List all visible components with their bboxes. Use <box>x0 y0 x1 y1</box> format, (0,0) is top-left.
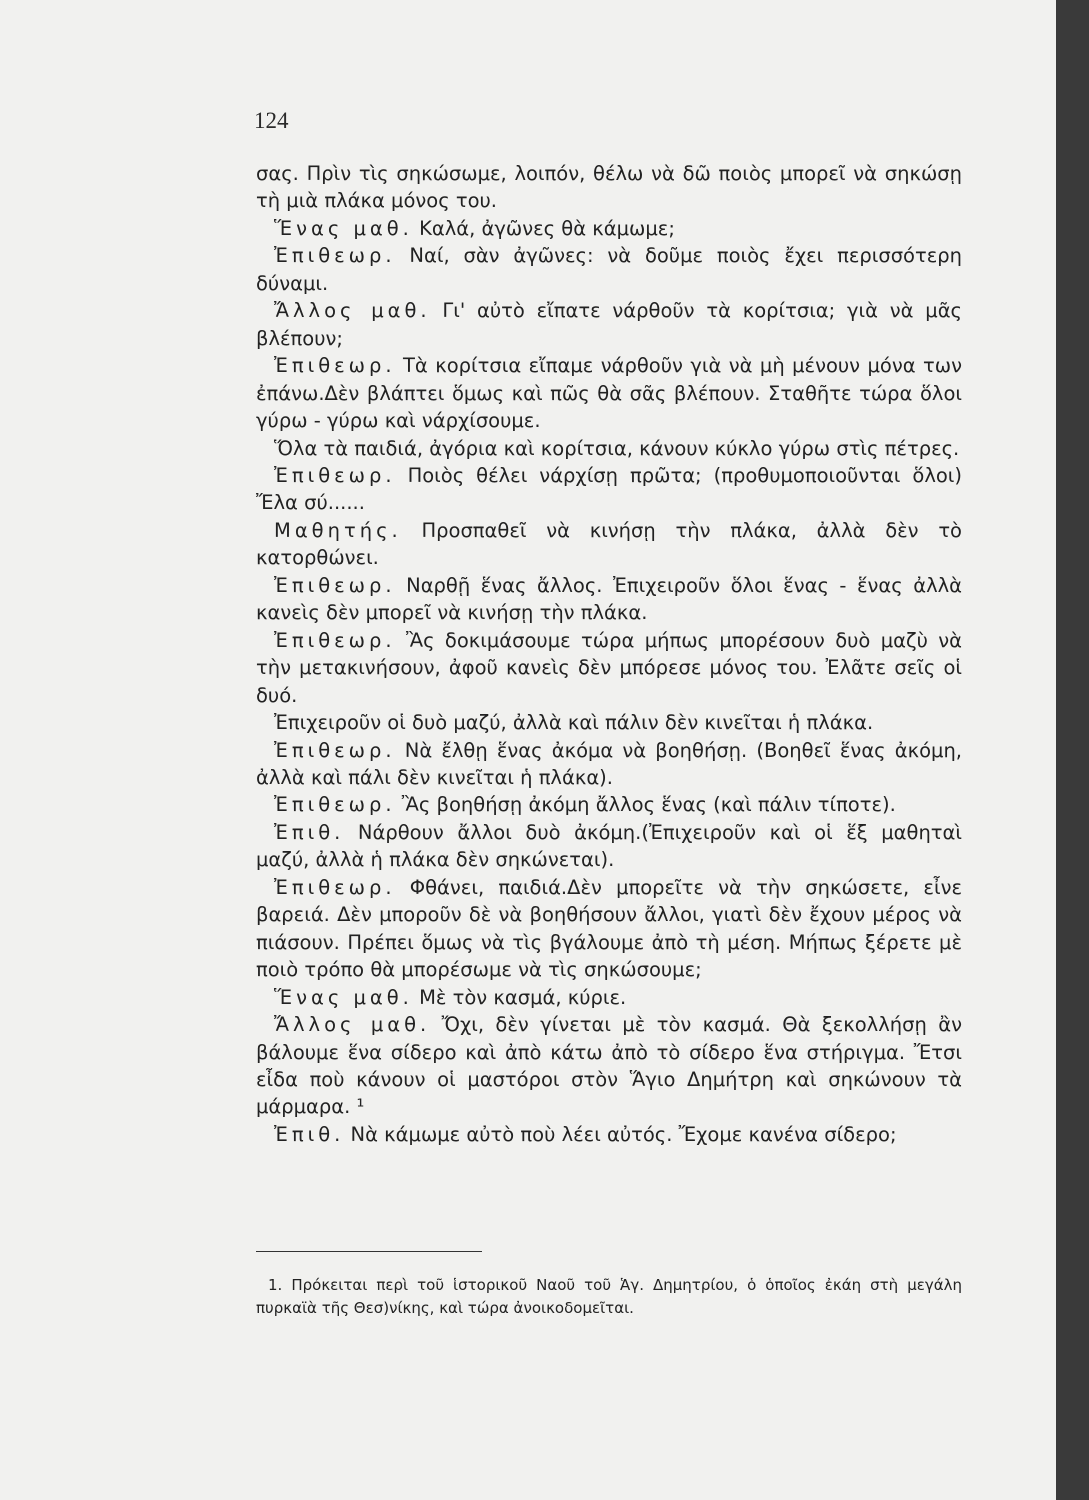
paragraph-text: σας. Πρὶν τὶς σηκώσωμε, λοιπόν, θέλω νὰ δῶ ποιὸς μπορεῖ νὰ σηκώσῃ τὴ μιὰ πλάκα μόνος του. <box>256 162 962 213</box>
page-number: 124 <box>254 108 289 133</box>
paragraph-text: Τὰ κορίτσια εἴπαμε νάρθοῦν γιὰ νὰ μὴ μένουν μόνα των ἐπάνω.Δὲν βλάπτει ὅμως καὶ πῶς θὰ σᾶς βλέπουν. Σταθῆτε τώρα ὅλοι γύρω - γύρω καὶ νάρχίσουμε. <box>256 354 962 433</box>
speaker-label: Ἐπιθεωρ. <box>274 793 396 817</box>
paragraph-text: Νὰ ἔλθῃ ἕνας ἀκόμα νὰ βοηθήσῃ. (Βοηθεῖ ἕνας ἀκόμη, ἀλλὰ καὶ πάλι δὲν κινεῖται ἡ πλάκα). <box>256 738 963 789</box>
paragraph <box>256 462 962 517</box>
paragraph-text: Ἂς βοηθήσῃ ἀκόμη ἄλλος ἕνας (καὶ πάλιν τίποτε). <box>401 793 896 817</box>
paragraph <box>256 984 962 1011</box>
paragraph-text: Ὅλα τὰ παιδιά, ἀγόρια καὶ κορίτσια, κάνουν κύκλο γύρω στὶς πέτρες. <box>274 436 960 460</box>
speaker-label: Ἄλλος μαθ. <box>274 1013 431 1037</box>
paragraph <box>256 215 962 242</box>
paragraph <box>256 737 962 792</box>
paragraph <box>256 352 962 434</box>
speaker-label: Ἐπιθεωρ. <box>274 738 396 762</box>
speaker-label: Ἐπιθεωρ. <box>274 875 396 899</box>
speaker-label: Ἕνας μαθ. <box>274 985 413 1009</box>
paragraph-text: Νὰ κάμωμε αὐτὸ ποὺ λέει αὐτός. Ἔχομε κανένα σίδερο; <box>350 1122 897 1146</box>
paragraph-text: Προσπαθεῖ νὰ κινήσῃ τὴν πλάκα, ἀλλὰ δὲν τὸ κατορθώνει. <box>256 518 962 570</box>
body-text <box>256 160 962 1148</box>
speaker-label: Ἐπιθεωρ. <box>274 573 396 597</box>
paragraph <box>256 572 962 627</box>
speaker-label: Ἕνας μαθ. <box>274 216 413 240</box>
paragraph-text: Ἂς δοκιμάσουμε τώρα μήπως μπορέσουν δυὸ μαζὺ νὰ τὴν μετακινήσουν, ἀφοῦ κανεὶς δὲν μπόρεσε μόνος του. Ἐλᾶτε σεῖς οἱ δυό. <box>256 628 962 707</box>
footnote-divider <box>256 1251 482 1252</box>
paragraph-text: Φθάνει, παιδιά.Δὲν μπορεῖτε νὰ τὴν σηκώσετε, εἶνε βαρειά. Δὲν μποροῦν δὲ νὰ βοηθήσουν ἄλλοι, γιατὶ δὲν ἔχουν μέρος νὰ πιάσουν. Πρέπει ὅμως νὰ τὶς βγάλουμε ἀπὸ τὴ μέση. Μήπως ξέρετε μὲ ποιὸ τρόπο θὰ μπορέσωμε νὰ τὶς σηκώσουμε; <box>256 875 962 982</box>
paragraph <box>256 1011 962 1121</box>
paragraph <box>256 709 962 736</box>
paragraph-text: Ναί, σὰν ἀγῶνες: νὰ δοῦμε ποιὸς ἔχει περισσότερη δύναμι. <box>256 244 963 295</box>
speaker-label: Ἐπιθεωρ. <box>274 354 396 378</box>
speaker-label: Ἐπιθ. <box>274 1122 345 1146</box>
paragraph <box>256 297 962 352</box>
paragraph-text: Ὄχι, δὲν γίνεται μὲ τὸν κασμά. Θὰ ξεκολλήσῃ ἂν βάλουμε ἕνα σίδερο καὶ ἀπὸ κάτω ἀπὸ τὸ σίδερο ἕνα στήριγμα. Ἔτσι εἶδα ποὺ κάνουν οἱ μαστόροι στὸν Ἅγιο Δημήτρη καὶ σηκώνουν τὰ μάρμαρα. ¹ <box>256 1013 962 1119</box>
speaker-label: Ἐπιθεωρ. <box>274 463 396 487</box>
paragraph <box>256 435 962 462</box>
speaker-label: Ἄλλος μαθ. <box>274 299 431 323</box>
paragraph-text: Γι' αὐτὸ εἴπατε νάρθοῦν τὰ κορίτσια; γιὰ νὰ μᾶς βλέπουν; <box>256 299 962 350</box>
paragraph <box>256 1121 962 1148</box>
paragraph-text: Ποιὸς θέλει νάρχίσῃ πρῶτα; (προθυμοποιοῦνται ὅλοι) Ἔλα σύ...... <box>256 463 963 515</box>
paragraph <box>256 791 962 818</box>
paragraph-text: Ναρθῇ ἕνας ἄλλος. Ἐπιχειροῦν ὅλοι ἕνας - ἕνας ἀλλὰ κανεὶς δὲν μπορεῖ νὰ κινήσῃ τὴν πλάκα. <box>256 573 963 625</box>
paragraph <box>256 242 962 297</box>
paragraph-text: Μὲ τὸν κασμά, κύριε. <box>419 985 627 1009</box>
paragraph <box>256 874 962 984</box>
paragraph <box>256 627 962 709</box>
paragraph-text: Ἐπιχειροῦν οἱ δυὸ μαζύ, ἀλλὰ καὶ πάλιν δὲν κινεῖται ἡ πλάκα. <box>274 711 874 735</box>
paragraph <box>256 517 962 572</box>
footnote: 1. Πρόκειται περὶ τοῦ ἱστορικοῦ Ναοῦ τοῦ Ἁγ. Δημητρίου, ὁ ὁποῖος ἐκάη στὴ μεγάλη πυρκαϊὰ τῆς Θεσ)νίκης, καὶ τώρα ἀνοικοδομεῖται. <box>256 1276 962 1317</box>
speaker-label: Μαθητής. <box>274 518 402 542</box>
paragraph <box>256 160 962 215</box>
paragraph-text: Νάρθουν ἄλλοι δυὸ ἀκόμη.(Ἐπιχειροῦν καὶ οἱ ἕξ μαθηταὶ μαζύ, ἀλλὰ ἡ πλάκα δὲν σηκώνεται). <box>256 820 962 872</box>
paragraph-text: Καλά, ἀγῶνες θὰ κάμωμε; <box>419 216 675 240</box>
paragraph <box>256 819 962 874</box>
speaker-label: Ἐπιθεωρ. <box>274 244 396 268</box>
speaker-label: Ἐπιθεωρ. <box>274 628 396 652</box>
speaker-label: Ἐπιθ. <box>274 820 345 844</box>
